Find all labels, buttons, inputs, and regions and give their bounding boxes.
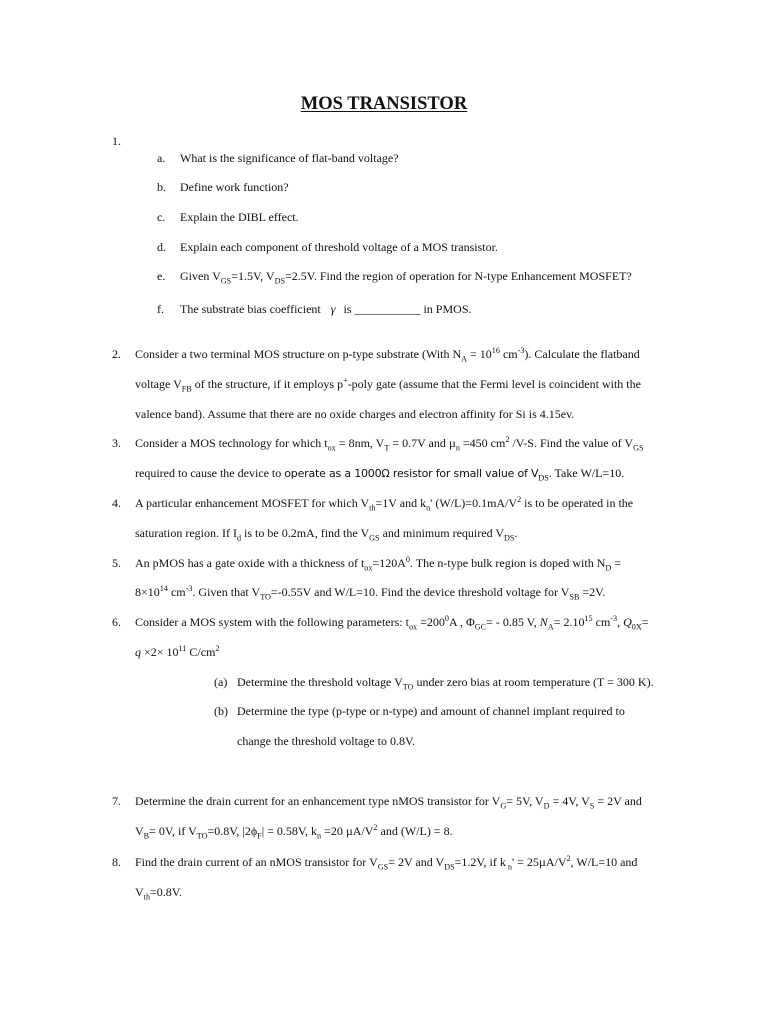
q6-b-line-1: Determine the type (p-type or n-type) and amount of channel implant required to (237, 704, 625, 718)
q7-line-1: Determine the drain current for an enhancement type nMOS transistor for $V_G= 5V$, $V_D = 4V$, $V_S = 2V$ and (135, 794, 642, 811)
question-6-number: 6. (112, 615, 121, 629)
question-8-number: 8. (112, 855, 121, 869)
q1-c-letter: c. (157, 210, 166, 224)
question-1-number: 1. (112, 134, 121, 148)
q2-line-3: valence band). Assume that there are no oxide charges and electron affinity for Si is 4.15ev. (135, 407, 575, 421)
q4-line-1: A particular enhancement MOSFET for which $V_{th}=1V$ and $k_n'$ $(W/L)=0.1mA/V^2$ is to be operated in the (135, 495, 634, 513)
q1-f-text: The substrate bias coefficient γ is ___________ in PMOS. (180, 302, 472, 316)
q1-e-letter: e. (157, 269, 166, 283)
q5-line-2: $8\times 10^{14}$ $cm^{-3}$. Given that $V_{TO}=-0.55V$ and W/L=10. Find the device threshold voltage for $V_{SB} =2V$. (135, 584, 606, 602)
q5-line-1: An pMOS has a gate oxide with a thickness of $t_{ox}=120A^0$. The n-type bulk region is doped with $N_D$ = (135, 555, 622, 573)
q1-a-text: What is the significance of flat-band voltage? (180, 151, 399, 165)
q2-line-2: voltage $V_{FB}$ of the structure, if it employs p+-poly gate (assume that the Fermi level is coincident with the (135, 376, 641, 394)
q4-line-2: saturation region. If $I_d$ is to be 0.2mA, find the $V_{GS}$ and minimum required $V_{DS}$. (135, 526, 518, 543)
q6-line-2: $q \times 2\times 10^{11}$ $C/cm^2$ (135, 644, 220, 659)
document-title: MOS TRANSISTOR (300, 94, 468, 114)
q2-line-1: Consider a two terminal MOS structure on p-type substrate (With $N_A = 10^{16}$ $cm^{-3}$). Calculate the flatband (135, 346, 640, 364)
q1-e-text: Given $V_{GS}=1.5V$, $V_{DS}=2.5V$. Find the region of operation for N-type Enhancement MOSFET? (180, 269, 632, 286)
q1-f-letter: f. (157, 302, 164, 316)
question-3-number: 3. (112, 436, 121, 450)
question-7-number: 7. (112, 794, 121, 808)
q1-c-text: Explain the DIBL effect. (180, 210, 299, 224)
q8-line-2: $V_{th}=0.8V$. (135, 885, 182, 902)
question-2-number: 2. (112, 347, 121, 361)
q3-line-2: required to cause the device to operate as a 1000Ω resistor for small value of $V_{DS}$. Take W/L=10. (135, 466, 625, 483)
question-5-number: 5. (112, 556, 121, 570)
q7-line-2: $V_B= 0V$, if $V_{TO}=0.8V$, $|2\phi_F| = 0.58V$, $k_n =20$ $\mu A/V^2$ and (W/L) = 8. (135, 823, 453, 841)
q6-a-text: Determine the threshold voltage $V_{TO}$ under zero bias at room temperature (T = 300 K). (237, 675, 654, 692)
question-4-number: 4. (112, 496, 121, 510)
q6-line-1: Consider a MOS system with the following parameters: $t_{ox} =200^0A$ , $\Phi_{GC}= - 0.85$ V, $N_A= 2.10^{15}$ $cm^{-3}$, $Q_{0X}=$ (135, 614, 649, 632)
q6-b-label: (b) (214, 704, 228, 718)
q6-a-label: (a) (214, 675, 228, 689)
q1-a-letter: a. (157, 151, 166, 165)
q3-line-1: Consider a MOS technology for which $t_{ox} = 8nm$, $V_T = 0.7V$ and µ$_n$ =450 $cm^2$ /V-S. Find the value of $V_{GS}$ (135, 435, 644, 453)
q1-d-text: Explain each component of threshold voltage of a MOS transistor. (180, 240, 498, 254)
q8-line-1: Find the drain current of an nMOS transistor for $V_{GS}= 2V$ and $V_{DS}=1.2V$, if k $_n' = 25\mu A/V^2$, W/L=10 and (135, 854, 638, 872)
gamma-symbol: γ (330, 302, 336, 316)
q1-d-letter: d. (157, 240, 166, 254)
q6-b-line-2: change the threshold voltage to 0.8V. (237, 734, 416, 748)
q1-b-text: Define work function? (180, 180, 289, 194)
q1-b-letter: b. (157, 180, 166, 194)
